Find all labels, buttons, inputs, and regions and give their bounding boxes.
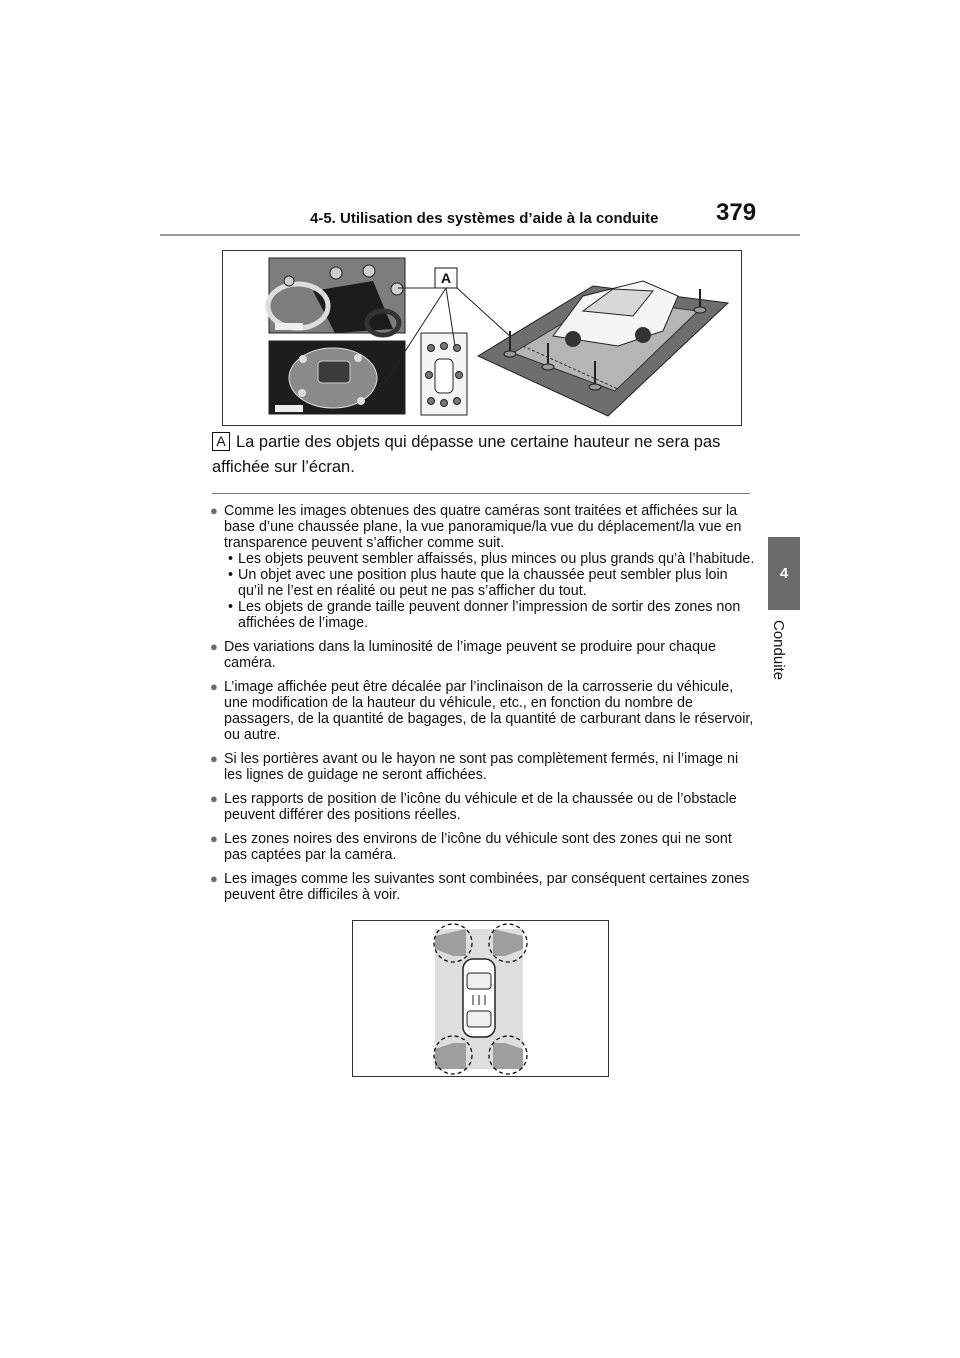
caption-badge: A — [212, 432, 230, 451]
header-rule — [160, 234, 800, 236]
note-item — [210, 831, 755, 863]
sub-text: Les objets de grande taille peuvent donner l’impression de sortir des zones non affichées de l’image. — [238, 599, 741, 631]
figure-caption — [212, 430, 752, 480]
vehicle-icon — [463, 959, 495, 1037]
note-text: Les images comme les suivantes sont combinées, par conséquent certaines zones peuvent être difficiles à voir. — [224, 871, 750, 903]
page-number: 379 — [716, 199, 757, 226]
sub-item: • Un objet avec une position plus haute que la chaussée peut sembler plus loin qu’il ne l’est en réalité ou peut ne pas s’afficher du tout. — [228, 567, 728, 599]
bullet-icon: ● — [210, 871, 218, 886]
sub-text: Les objets peuvent sembler affaissés, plus minces ou plus grands qu’à l’habitude. — [238, 551, 755, 567]
note-text: Les rapports de position de l’icône du véhicule et de la chaussée ou de l’obstacle peuvent différer des positions réelles. — [224, 791, 737, 823]
note-text: Comme les images obtenues des quatre caméras sont traitées et affichées sur la base d’une chaussée plane, la vue panoramique/la vue du déplacement/la vue en transparence peuvent s’afficher comme suit. — [224, 503, 742, 551]
bottom-camera-screen — [269, 341, 405, 414]
callout-label: A — [440, 270, 452, 286]
top-camera-screen — [268, 258, 405, 335]
camera-height-drawing — [223, 251, 741, 425]
chapter-label: Conduite — [770, 620, 787, 681]
sub-item: • Les objets peuvent sembler affaissés, plus minces ou plus grands qu’à l’habitude. — [228, 551, 755, 567]
bullet-icon: ● — [210, 503, 218, 518]
bullet-icon: ● — [210, 831, 218, 846]
note-text: Si les portières avant ou le hayon ne sont pas complètement fermés, ni l’image ni les lignes de guidage ne seront affichées. — [224, 751, 739, 783]
note-item — [210, 679, 755, 743]
sub-text: Un objet avec une position plus haute que la chaussée peut sembler plus loin qu’il ne l’est en réalité ou peut ne pas s’afficher du tout. — [238, 567, 728, 599]
bullet-icon: ● — [210, 639, 218, 654]
ground-perspective — [478, 281, 728, 416]
divider — [212, 493, 750, 494]
note-item — [210, 871, 755, 903]
note-item — [210, 639, 755, 671]
overhead-car-icon — [421, 333, 467, 415]
bullet-icon: ● — [210, 751, 218, 766]
note-item — [210, 751, 755, 783]
combined-zones-illustration — [352, 920, 609, 1077]
note-item — [210, 503, 755, 631]
note-text: Des variations dans la luminosité de l’image peuvent se produire pour chaque caméra. — [224, 639, 716, 671]
note-text: L’image affichée peut être décalée par l’inclinaison de la carrosserie du véhicule, une modification de la hauteur du véhicule, etc., en fonction du nombre de passagers, de la quantité de bagages, de la quantité de carburant dans le réservoir, ou autre. — [224, 679, 754, 743]
combined-zones-drawing — [353, 921, 608, 1076]
camera-height-illustration — [222, 250, 742, 426]
caption-text: La partie des objets qui dépasse une certaine hauteur ne sera pas affichée sur l’écran. — [212, 433, 721, 476]
bullet-icon: ● — [210, 679, 218, 694]
note-item — [210, 791, 755, 823]
bullet-icon: ● — [210, 791, 218, 806]
notes-list — [210, 503, 755, 911]
note-text: Les zones noires des environs de l’icône du véhicule sont des zones qui ne sont pas captées par la caméra. — [224, 831, 732, 863]
chapter-tab: 4 — [768, 537, 800, 610]
section-title: 4-5. Utilisation des systèmes d’aide à la conduite — [310, 210, 659, 227]
sub-item: • Les objets de grande taille peuvent donner l’impression de sortir des zones non affichées de l’image. — [228, 599, 741, 631]
